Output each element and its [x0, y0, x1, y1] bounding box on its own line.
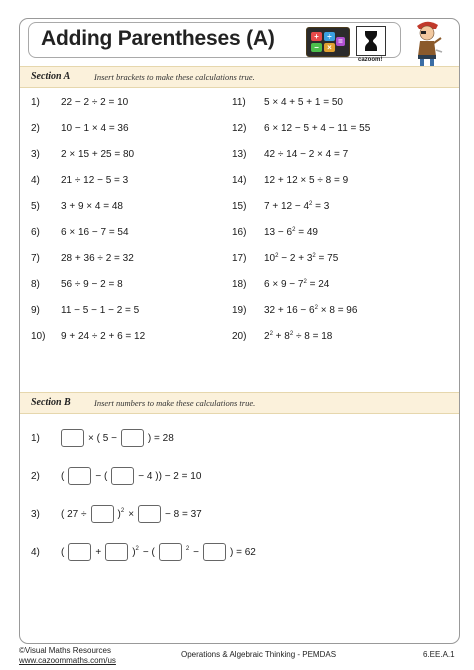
- question-number: 10): [31, 331, 46, 342]
- expression-text: − 4 )) − 2 = 10: [138, 470, 202, 482]
- expression-text: ) = 62: [230, 546, 256, 558]
- copyright: ©Visual Maths Resources: [19, 646, 112, 655]
- section-b-question-4: [61, 541, 256, 563]
- question-expression: 2 × 15 + 25 = 80: [61, 149, 135, 160]
- question-number: 4): [31, 547, 40, 558]
- question-number: 14): [232, 175, 247, 186]
- question-expression: 9 + 24 ÷ 2 + 6 = 12: [61, 331, 146, 342]
- question-number: 20): [232, 331, 247, 342]
- expression-text: −: [193, 546, 200, 558]
- question-number: 1): [31, 97, 40, 108]
- question-number: 4): [31, 175, 40, 186]
- answer-box[interactable]: [159, 543, 182, 561]
- standard-code: 6.EE.A.1: [423, 650, 455, 659]
- section-b-question-1: [61, 427, 174, 449]
- expression-text: ( 27 ÷: [61, 508, 87, 520]
- question-number: 7): [31, 253, 40, 264]
- answer-box[interactable]: [121, 429, 144, 447]
- expression-text: ×: [128, 508, 135, 520]
- expression-text: 2: [185, 546, 190, 552]
- question-expression: $13 - 6^2 = 49$: [264, 227, 318, 238]
- question-number: 12): [232, 123, 247, 134]
- question-expression: 10 − 1 × 4 = 36: [61, 123, 129, 134]
- expression-text: (: [61, 546, 65, 558]
- question-number: 6): [31, 227, 40, 238]
- question-expression: 21 ÷ 12 − 5 = 3: [61, 175, 129, 186]
- question-expression: 5 × 4 + 5 + 1 = 50: [264, 97, 343, 108]
- question-expression: 56 ÷ 9 − 2 = 8: [61, 279, 123, 290]
- question-expression: 6 × 16 − 7 = 54: [61, 227, 129, 238]
- section-a-title: Section A: [31, 71, 71, 82]
- cazoom-logo-icon: [356, 26, 386, 56]
- answer-box[interactable]: [138, 505, 161, 523]
- answer-box[interactable]: [68, 543, 91, 561]
- operations-icon: + ÷ − × =: [306, 27, 350, 57]
- section-b-title: Section B: [31, 397, 71, 408]
- question-number: 3): [31, 149, 40, 160]
- brand-name: cazoom!: [358, 57, 383, 63]
- website-url[interactable]: www.cazoommaths.com/us: [19, 656, 116, 665]
- question-expression: $2^2 + 8^2 \div 8 = 18$: [264, 331, 333, 342]
- question-expression: $10^2 - 2 + 3^2 = 75$: [264, 253, 339, 264]
- question-expression: 28 + 36 ÷ 2 = 32: [61, 253, 134, 264]
- question-expression: 11 − 5 − 1 − 2 = 5: [61, 305, 140, 316]
- question-number: 2): [31, 471, 40, 482]
- section-b-question-3: [61, 503, 202, 525]
- question-expression: $6 \times 9 - 7^2 = 24$: [264, 279, 330, 290]
- expression-text: )$^2$: [117, 508, 125, 520]
- answer-box[interactable]: [111, 467, 134, 485]
- question-number: 5): [31, 201, 40, 212]
- question-expression: 3 + 9 × 4 = 48: [61, 201, 123, 212]
- expression-text: +: [95, 546, 102, 558]
- expression-text: − 8 = 37: [165, 508, 202, 520]
- expression-text: (: [61, 470, 65, 482]
- answer-box[interactable]: [61, 429, 84, 447]
- question-number: 3): [31, 509, 40, 520]
- answer-box[interactable]: [203, 543, 226, 561]
- section-b-instruction: Insert numbers to make these calculations true.: [94, 398, 256, 408]
- answer-box[interactable]: [68, 467, 91, 485]
- question-expression: $32 + 16 - 6^2 \times 8 = 96$: [264, 305, 358, 316]
- question-expression: $7 + 12 - 4^2 = 3$: [264, 201, 330, 212]
- question-number: 8): [31, 279, 40, 290]
- expression-text: − (: [142, 546, 155, 558]
- question-expression: 42 ÷ 14 − 2 × 4 = 7: [264, 149, 349, 160]
- expression-text: ) = 28: [147, 432, 174, 444]
- question-number: 18): [232, 279, 247, 290]
- expression-text: × ( 5 −: [88, 432, 117, 444]
- expression-text: )$^2$: [132, 546, 139, 558]
- answer-box[interactable]: [105, 543, 128, 561]
- question-number: 16): [232, 227, 247, 238]
- question-number: 13): [232, 149, 247, 160]
- page-title: Adding Parentheses (A): [41, 27, 275, 50]
- section-b-question-2: [61, 465, 201, 487]
- question-number: 19): [232, 305, 247, 316]
- expression-text: − (: [95, 470, 108, 482]
- question-expression: 12 + 12 × 5 ÷ 8 = 9: [264, 175, 349, 186]
- question-number: 1): [31, 433, 40, 444]
- question-expression: 6 × 12 − 5 + 4 − 11 = 55: [264, 123, 371, 134]
- topic-label: Operations & Algebraic Thinking - PEMDAS: [181, 650, 337, 659]
- section-a-instruction: Insert brackets to make these calculations true.: [94, 72, 255, 82]
- question-number: 9): [31, 305, 40, 316]
- question-number: 15): [232, 201, 247, 212]
- question-number: 11): [232, 97, 246, 108]
- question-number: 17): [232, 253, 247, 264]
- question-number: 2): [31, 123, 40, 134]
- answer-box[interactable]: [91, 505, 114, 523]
- website-link[interactable]: [19, 656, 116, 665]
- question-expression: 22 − 2 ÷ 2 = 10: [61, 97, 129, 108]
